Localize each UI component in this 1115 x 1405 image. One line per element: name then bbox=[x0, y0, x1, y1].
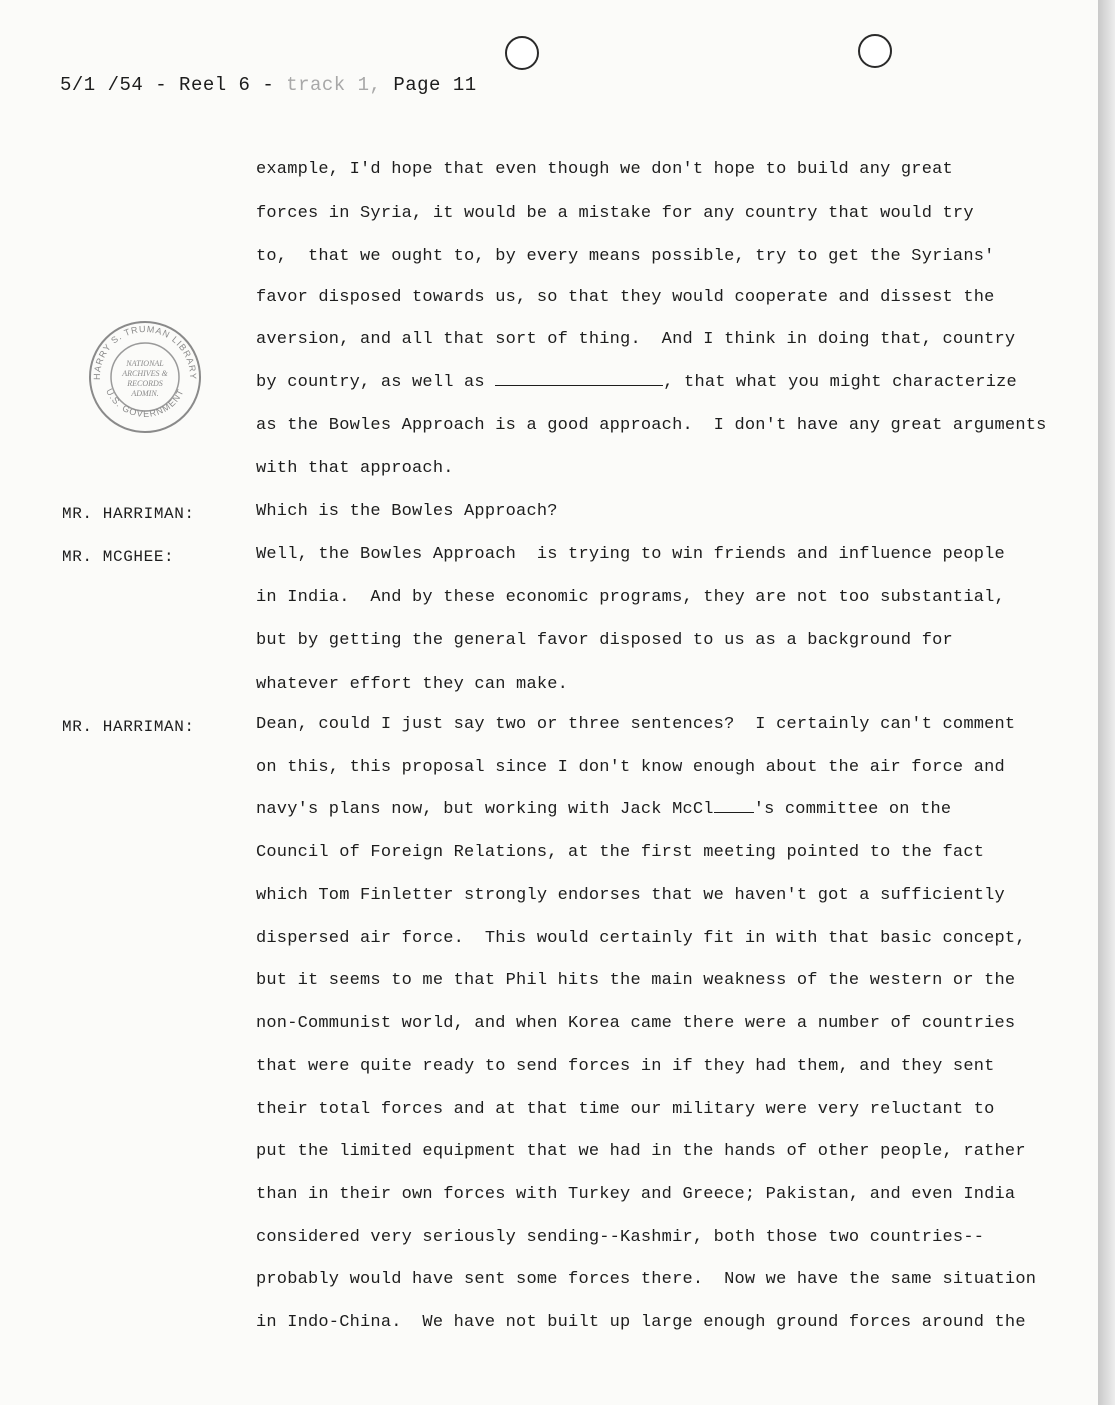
transcript-line: Which is the Bowles Approach? bbox=[256, 502, 558, 521]
header-page: Page 11 bbox=[393, 74, 477, 96]
stamp-center-line: RECORDS bbox=[127, 379, 163, 388]
transcript-line: to, that we ought to, by every means possible, try to get the Syrians' bbox=[256, 247, 995, 266]
header-track: track 1, bbox=[286, 74, 382, 96]
blank-line bbox=[495, 373, 663, 386]
transcript-line: which Tom Finletter strongly endorses that we haven't got a sufficiently bbox=[256, 886, 1005, 905]
transcript-line: forces in Syria, it would be a mistake for any country that would try bbox=[256, 204, 974, 223]
transcript-line: in India. And by these economic programs, they are not too substantial, bbox=[256, 588, 1005, 607]
page-header: 5/1 /54 - Reel 6 - track 1, Page 11 bbox=[60, 74, 477, 96]
transcript-line bbox=[256, 800, 951, 820]
stamp-center-line: ARCHIVES & bbox=[122, 369, 168, 378]
archive-stamp bbox=[86, 318, 204, 436]
header-reel: Reel 6 bbox=[179, 74, 251, 96]
transcript-line: aversion, and all that sort of thing. And I think in doing that, country bbox=[256, 330, 1016, 349]
transcript-line: that were quite ready to send forces in if they had them, and they sent bbox=[256, 1057, 995, 1076]
transcript-line: but it seems to me that Phil hits the main weakness of the western or the bbox=[256, 971, 1016, 990]
transcript-line: considered very seriously sending--Kashmir, both those two countries-- bbox=[256, 1228, 985, 1247]
transcript-line: on this, this proposal since I don't know enough about the air force and bbox=[256, 758, 1005, 777]
punch-hole bbox=[858, 34, 892, 68]
punch-hole bbox=[505, 36, 539, 70]
transcript-line: their total forces and at that time our military were very reluctant to bbox=[256, 1100, 995, 1119]
line-segment: , that what you might characterize bbox=[663, 373, 1017, 392]
transcript-line: example, I'd hope that even though we don't hope to build any great bbox=[256, 160, 953, 179]
transcript-line: Council of Foreign Relations, at the first meeting pointed to the fact bbox=[256, 843, 985, 862]
stamp-seal-icon bbox=[86, 318, 204, 436]
speaker-label: MR. HARRIMAN: bbox=[62, 505, 195, 523]
transcript-line: with that approach. bbox=[256, 459, 454, 478]
line-segment: navy's plans now, but working with Jack McCl bbox=[256, 800, 714, 819]
transcript-line: whatever effort they can make. bbox=[256, 675, 569, 694]
line-segment: by country, as well as bbox=[256, 373, 496, 392]
stamp-center-line: NATIONAL bbox=[126, 359, 164, 368]
blank-line bbox=[714, 800, 754, 813]
transcript-line: dispersed air force. This would certainly fit in with that basic concept, bbox=[256, 929, 1026, 948]
transcript-line: non-Communist world, and when Korea came there were a number of countries bbox=[256, 1014, 1016, 1033]
transcript-line: Well, the Bowles Approach is trying to win friends and influence people bbox=[256, 545, 1005, 564]
transcript-line bbox=[256, 373, 1017, 393]
transcript-line: as the Bowles Approach is a good approach. I don't have any great arguments bbox=[256, 416, 1047, 435]
stamp-center-line: ADMIN. bbox=[131, 389, 159, 398]
page-edge bbox=[1098, 0, 1115, 1405]
transcript-line: in Indo-China. We have not built up large enough ground forces around the bbox=[256, 1313, 1026, 1332]
transcript-line: probably would have sent some forces there. Now we have the same situation bbox=[256, 1270, 1037, 1289]
stamp-bottom-text: U.S. GOVERNMENT bbox=[104, 387, 186, 419]
line-segment: 's committee on the bbox=[753, 800, 952, 819]
stamp-ring-text: HARRY S. TRUMAN LIBRARY bbox=[91, 323, 199, 381]
speaker-label: MR. HARRIMAN: bbox=[62, 718, 195, 736]
header-date: 5/1 /54 bbox=[60, 74, 144, 96]
speaker-label: MR. MCGHEE: bbox=[62, 548, 175, 566]
transcript-line: than in their own forces with Turkey and Greece; Pakistan, and even India bbox=[256, 1185, 1016, 1204]
transcript-line: but by getting the general favor disposed to us as a background for bbox=[256, 631, 953, 650]
transcript-line: favor disposed towards us, so that they would cooperate and dissest the bbox=[256, 288, 995, 307]
transcript-line: Dean, could I just say two or three sentences? I certainly can't comment bbox=[256, 715, 1016, 734]
transcript-line: put the limited equipment that we had in the hands of other people, rather bbox=[256, 1142, 1026, 1161]
